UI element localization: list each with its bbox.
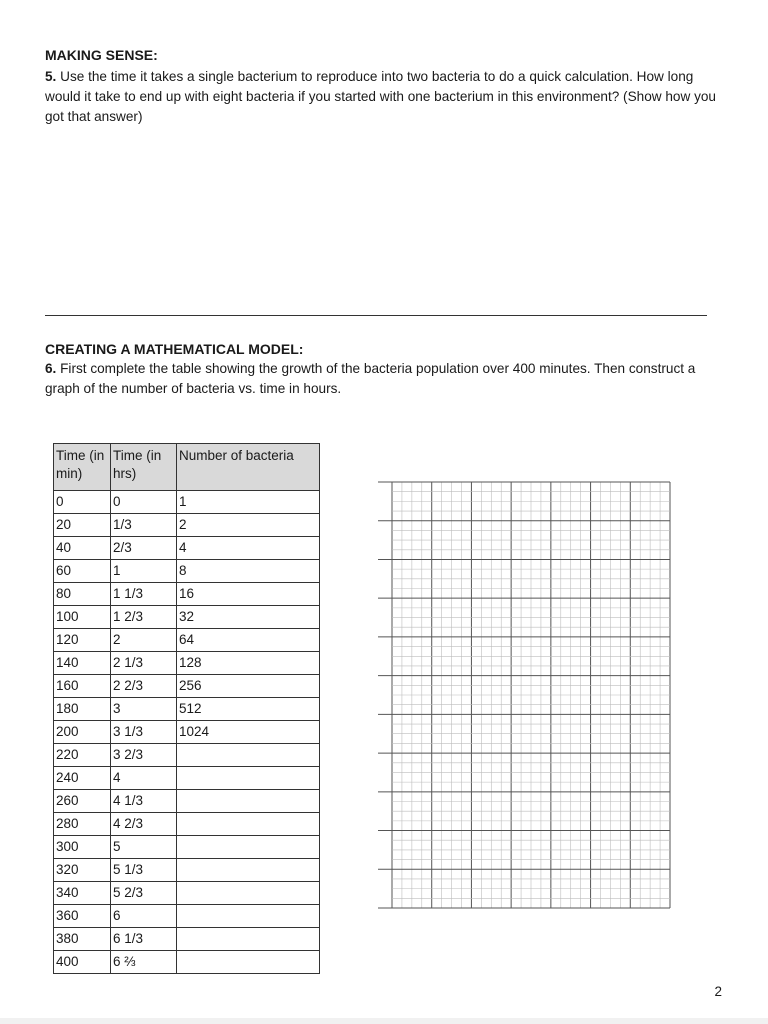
table-row xyxy=(54,813,320,836)
cell-bacteria-count xyxy=(177,928,320,951)
table-row xyxy=(54,514,320,537)
cell-time-hrs: 1 xyxy=(111,560,177,583)
cell-time-hrs: 5 1/3 xyxy=(111,859,177,882)
cell-time-hrs: 3 xyxy=(111,698,177,721)
cell-bacteria-count: 1024 xyxy=(177,721,320,744)
cell-time-min: 160 xyxy=(54,675,111,698)
cell-bacteria-count xyxy=(177,813,320,836)
page-number: 2 xyxy=(714,984,722,999)
question-5-text: Use the time it takes a single bacterium to reproduce into two bacteria to do a quick calculation. How long would it take to end up with eight bacteria if you started with one bacterium in this environment? (Show how you got that answer) xyxy=(45,69,716,124)
cell-bacteria-count xyxy=(177,790,320,813)
graph-paper xyxy=(378,478,674,919)
making-sense-heading: MAKING SENSE: xyxy=(45,47,158,63)
cell-time-min: 360 xyxy=(54,905,111,928)
cell-time-min: 280 xyxy=(54,813,111,836)
cell-time-min: 60 xyxy=(54,560,111,583)
table-row xyxy=(54,790,320,813)
cell-time-min: 80 xyxy=(54,583,111,606)
cell-time-hrs: 0 xyxy=(111,491,177,514)
table-row xyxy=(54,652,320,675)
cell-bacteria-count xyxy=(177,836,320,859)
cell-time-hrs: 5 2/3 xyxy=(111,882,177,905)
cell-bacteria-count xyxy=(177,767,320,790)
answer-line xyxy=(45,315,707,316)
question-6 xyxy=(45,359,720,399)
cell-bacteria-count: 512 xyxy=(177,698,320,721)
table-row xyxy=(54,583,320,606)
cell-time-min: 100 xyxy=(54,606,111,629)
graph-grid xyxy=(378,478,674,914)
table-row xyxy=(54,905,320,928)
cell-time-min: 320 xyxy=(54,859,111,882)
cell-time-min: 240 xyxy=(54,767,111,790)
table-row xyxy=(54,951,320,974)
table-row xyxy=(54,767,320,790)
table-row xyxy=(54,606,320,629)
cell-time-hrs: 6 1/3 xyxy=(111,928,177,951)
cell-bacteria-count: 256 xyxy=(177,675,320,698)
bacteria-growth-table xyxy=(53,443,320,974)
cell-time-hrs: 1 2/3 xyxy=(111,606,177,629)
cell-time-hrs: 3 2/3 xyxy=(111,744,177,767)
cell-bacteria-count xyxy=(177,951,320,974)
cell-time-min: 400 xyxy=(54,951,111,974)
table-body xyxy=(54,491,320,974)
cell-bacteria-count: 8 xyxy=(177,560,320,583)
page-footer-bar xyxy=(0,1018,768,1024)
table-row xyxy=(54,836,320,859)
cell-time-min: 0 xyxy=(54,491,111,514)
table-row xyxy=(54,859,320,882)
cell-time-min: 20 xyxy=(54,514,111,537)
cell-time-min: 300 xyxy=(54,836,111,859)
table-row xyxy=(54,491,320,514)
cell-bacteria-count: 4 xyxy=(177,537,320,560)
cell-bacteria-count xyxy=(177,859,320,882)
question-6-number: 6. xyxy=(45,361,57,376)
table-row xyxy=(54,882,320,905)
cell-bacteria-count: 2 xyxy=(177,514,320,537)
cell-bacteria-count: 64 xyxy=(177,629,320,652)
cell-time-hrs: 4 1/3 xyxy=(111,790,177,813)
cell-time-hrs: 6 ⅔ xyxy=(111,951,177,974)
table-row xyxy=(54,698,320,721)
table-row xyxy=(54,537,320,560)
question-5-number: 5. xyxy=(45,69,57,84)
question-5 xyxy=(45,67,720,127)
cell-time-hrs: 1/3 xyxy=(111,514,177,537)
table-row xyxy=(54,928,320,951)
table-row xyxy=(54,629,320,652)
header-time-hrs: Time (in hrs) xyxy=(111,444,177,491)
header-bacteria-count: Number of bacteria xyxy=(177,444,320,491)
cell-time-min: 140 xyxy=(54,652,111,675)
table-row xyxy=(54,675,320,698)
cell-time-hrs: 2 xyxy=(111,629,177,652)
cell-bacteria-count xyxy=(177,744,320,767)
table-row xyxy=(54,744,320,767)
cell-time-min: 180 xyxy=(54,698,111,721)
table-row xyxy=(54,721,320,744)
cell-bacteria-count: 32 xyxy=(177,606,320,629)
table-row xyxy=(54,560,320,583)
cell-time-min: 220 xyxy=(54,744,111,767)
cell-bacteria-count xyxy=(177,905,320,928)
model-heading: CREATING A MATHEMATICAL MODEL: xyxy=(45,341,304,357)
cell-time-hrs: 2 1/3 xyxy=(111,652,177,675)
question-6-text: First complete the table showing the growth of the bacteria population over 400 minutes. Then construct a graph of the number of bacteria vs. time in hours. xyxy=(45,361,696,396)
cell-time-hrs: 1 1/3 xyxy=(111,583,177,606)
cell-time-min: 260 xyxy=(54,790,111,813)
cell-time-min: 40 xyxy=(54,537,111,560)
cell-time-hrs: 5 xyxy=(111,836,177,859)
cell-time-hrs: 4 xyxy=(111,767,177,790)
cell-bacteria-count: 1 xyxy=(177,491,320,514)
cell-time-hrs: 6 xyxy=(111,905,177,928)
header-time-min: Time (in min) xyxy=(54,444,111,491)
cell-time-min: 200 xyxy=(54,721,111,744)
cell-time-min: 380 xyxy=(54,928,111,951)
cell-bacteria-count: 128 xyxy=(177,652,320,675)
cell-time-hrs: 3 1/3 xyxy=(111,721,177,744)
cell-time-hrs: 4 2/3 xyxy=(111,813,177,836)
cell-time-min: 340 xyxy=(54,882,111,905)
cell-bacteria-count: 16 xyxy=(177,583,320,606)
cell-bacteria-count xyxy=(177,882,320,905)
table-header-row xyxy=(54,444,320,491)
cell-time-min: 120 xyxy=(54,629,111,652)
cell-time-hrs: 2/3 xyxy=(111,537,177,560)
cell-time-hrs: 2 2/3 xyxy=(111,675,177,698)
